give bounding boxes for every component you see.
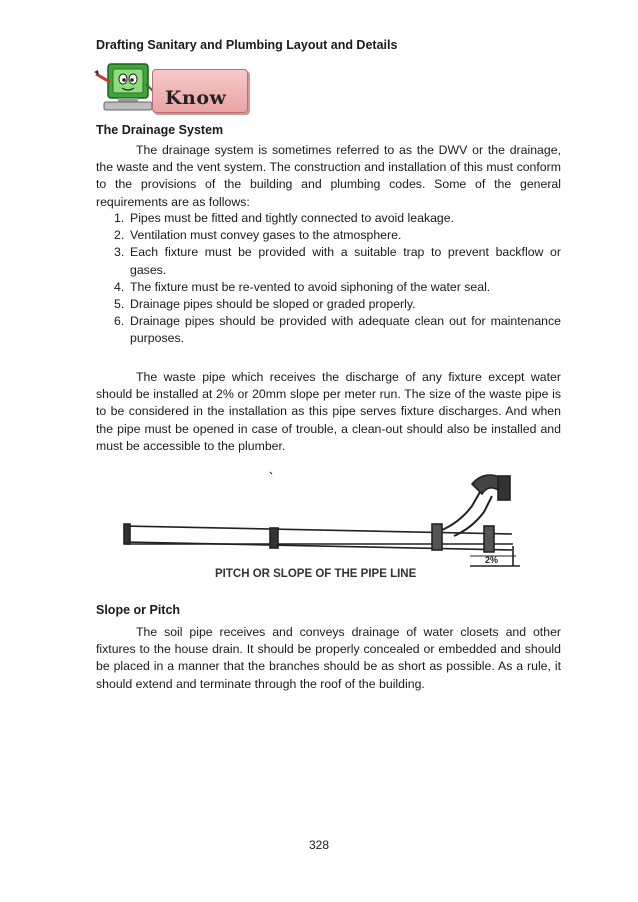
document-header-title: Drafting Sanitary and Plumbing Layout and Details bbox=[96, 38, 398, 52]
know-banner bbox=[94, 60, 250, 114]
list-item: 4. The fixture must be re-vented to avoid siphoning of the water seal. bbox=[114, 279, 491, 294]
know-label: Know bbox=[165, 87, 227, 109]
list-item: 1. Pipes must be fitted and tightly connected to avoid leakage. bbox=[114, 211, 455, 225]
drainage-intro-paragraph: The drainage system is sometimes referred to as the DWV or the drainage, the waste and the vent system. The construction and installation of this must conform to the provisions of the building and plumbing codes. Some of the general requirements are as follows: bbox=[96, 143, 561, 209]
slope-pitch-paragraph: The soil pipe receives and conveys drainage of water closets and other fixtures to the house drain. It should be properly concealed or embedded and should be placed in a manner that the branches should be as short as possible. As a rule, it should extend and terminate through the roof of the building. bbox=[96, 625, 561, 691]
pipe-slope-diagram bbox=[120, 462, 525, 587]
section-title-drainage-system: The Drainage System bbox=[96, 123, 224, 137]
list-item: 2. Ventilation must convey gases to the atmosphere. bbox=[114, 228, 402, 243]
know-tab bbox=[152, 69, 248, 113]
list-item: 3. Each fixture must be provided with a suitable trap to prevent backflow or gases. bbox=[114, 245, 561, 277]
section-title-slope-or-pitch: Slope or Pitch bbox=[96, 603, 181, 617]
requirements-list bbox=[96, 210, 561, 348]
waste-pipe-paragraph: The waste pipe which receives the discharge of any fixture except water should be installed at 2% or 20mm slope per meter run. The size of the waste pipe is to be considered in the installation as this pipe serves fixture discharges. And when the pipe must be opened in case of trouble, a clean-out should also be installed and must be accessible to the plumber. bbox=[96, 370, 561, 453]
figure-caption: PITCH OR SLOPE OF THE PIPE LINE bbox=[215, 568, 417, 580]
page-number: 328 bbox=[308, 838, 330, 852]
slope-dimension-label: 2% bbox=[485, 555, 499, 565]
list-item: 6. Drainage pipes should be provided with adequate clean out for maintenance purposes. bbox=[114, 314, 561, 346]
list-item: 5. Drainage pipes should be sloped or graded properly. bbox=[114, 297, 416, 312]
